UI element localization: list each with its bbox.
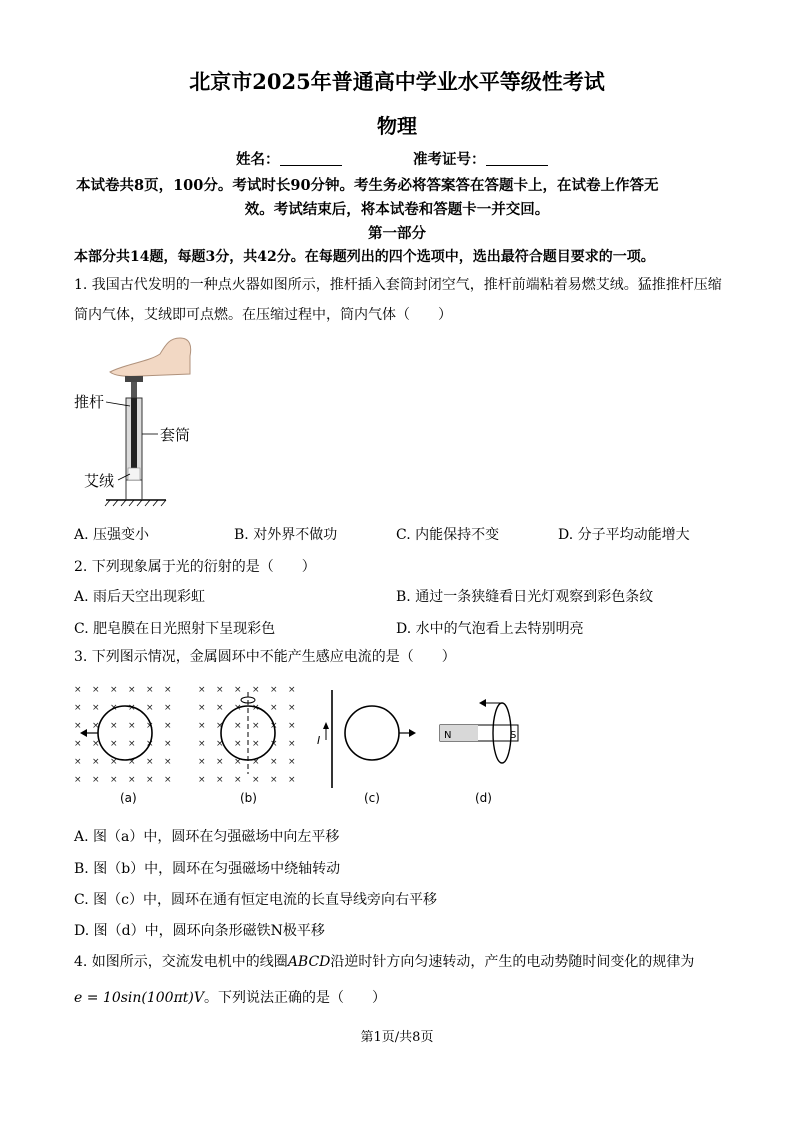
field-cross-icon: × [74,703,82,713]
field-cross-icon: × [92,685,100,695]
field-cross-icon: × [270,703,278,713]
field-cross-icon: × [288,721,296,731]
field-cross-icon: × [164,703,172,713]
field-cross-icon: × [110,757,118,767]
field-cross-icon: × [288,757,296,767]
field-cross-icon: × [128,757,136,767]
ground-hatch [105,500,166,506]
field-cross-icon: × [234,739,242,749]
q1-option-d: D. 分子平均动能增大 [558,527,690,543]
field-cross-icon: × [234,685,242,695]
q3-option-d: D. 图（d）中，圆环向条形磁铁N极平移 [74,923,325,939]
q3-figures [70,680,540,812]
current-arrowhead-icon [323,722,329,729]
sleeve-label: 套筒 [160,426,191,444]
field-cross-icon: × [110,721,118,731]
field-cross-icon: × [252,721,260,731]
field-cross-icon: × [288,685,296,695]
exam-title: 北京市2025年普通高中学业水平等级性考试 [189,69,605,94]
field-cross-icon: × [164,721,172,731]
field-cross-icon: × [216,721,224,731]
current-label: I [317,734,321,747]
field-cross-icon: × [234,775,242,785]
field-cross-icon: × [128,775,136,785]
field-cross-icon: × [146,739,154,749]
field-cross-icon: × [270,775,278,785]
id-label: 准考证号： [413,151,486,168]
field-cross-icon: × [74,721,82,731]
field-cross-icon: × [216,739,224,749]
field-cross-icon: × [216,757,224,767]
tinder-label: 艾绒 [84,472,115,490]
field-cross-icon: × [252,775,260,785]
field-cross-icon: × [146,775,154,785]
field-cross-icon: × [198,757,206,767]
field-cross-icon: × [110,703,118,713]
field-cross-icon: × [128,721,136,731]
figure-d [440,699,518,805]
n-pole-label: N [444,730,452,741]
q2-option-a: A. 雨后天空出现彩虹 [74,589,206,605]
field-cross-icon: × [110,739,118,749]
q3-stem: 3. 下列图示情况，金属圆环中不能产生感应电流的是（ ） [74,649,456,665]
q4-formula: e = 10sin(100πt)V [74,990,204,1006]
field-cross-icon: × [252,703,260,713]
field-cross-icon: × [92,757,100,767]
label-d: (d) [475,791,492,805]
q1-option-a: A. 压强变小 [74,527,150,543]
field-cross-icon: × [128,739,136,749]
rod-knob [125,376,143,382]
figure-b [198,685,296,805]
figure-c [317,690,416,805]
field-cross-icon: × [164,775,172,785]
rod-label: 推杆 [74,393,105,411]
arrowhead-left-icon-d [479,699,486,707]
field-cross-icon: × [110,685,118,695]
field-cross-icon: × [146,703,154,713]
field-cross-icon: × [216,703,224,713]
name-label: 姓名： [236,151,280,168]
field-cross-icon: × [74,757,82,767]
figure-a [74,685,172,805]
field-cross-icon: × [128,703,136,713]
q3-option-a: A. 图（a）中，圆环在匀强磁场中向左平移 [74,829,340,845]
q1-stem-line1: 1. 我国古代发明的一种点火器如图所示，推杆插入套筒封闭空气，推杆前端粘着易燃艾绒。猛推推杆压缩 [74,277,722,293]
q4-stem-line1 [74,951,694,971]
part-description: 本部分共14题，每题3分，共42分。在每题列出的四个选项中，选出最符合题目要求的一项。 [74,249,655,265]
id-blank [486,151,548,166]
field-cross-icon: × [110,775,118,785]
part-title: 第一部分 [368,225,426,242]
field-cross-icon: × [288,703,296,713]
field-cross-icon: × [128,685,136,695]
rod [131,398,137,468]
field-cross-icon: × [234,703,242,713]
field-cross-icon: × [234,757,242,767]
field-cross-icon: × [288,775,296,785]
name-blank [280,151,342,166]
subject-title: 物理 [377,114,417,138]
field-cross-icon: × [146,757,154,767]
q2-option-d: D. 水中的气泡看上去特别明亮 [396,621,584,637]
field-cross-icon: × [270,757,278,767]
field-cross-icon: × [164,739,172,749]
id-field [413,148,548,169]
field-cross-icon: × [198,775,206,785]
q2-option-c: C. 肥皂膜在日光照射下呈现彩色 [74,621,276,637]
field-cross-icon: × [252,685,260,695]
field-cross-icon: × [216,685,224,695]
q3-option-c: C. 图（c）中，圆环在通有恒定电流的长直导线旁向右平移 [74,892,437,908]
label-c: (c) [364,791,380,805]
field-cross-icon: × [198,685,206,695]
q1-option-c: C. 内能保持不变 [396,527,500,543]
q1-option-b: B. 对外界不做功 [234,527,338,543]
q4-post: 沿逆时针方向匀速转动，产生的电动势随时间变化的规律为 [330,954,695,970]
field-cross-icon: × [92,703,100,713]
s-pole-label: S [510,730,517,741]
ring-c [345,706,399,760]
field-cross-icon: × [164,685,172,695]
field-cross-icon: × [234,721,242,731]
field-cross-icon: × [164,757,172,767]
q1-stem-line2: 筒内气体，艾绒即可点燃。在压缩过程中，筒内气体（ ） [74,307,452,323]
field-cross-icon: × [74,685,82,695]
label-b: (b) [240,791,257,805]
field-cross-icon: × [270,685,278,695]
instructions-line1: 本试卷共8页，100分。考试时长90分钟。考生务必将答案答在答题卡上，在试卷上作答无 [76,177,659,194]
field-cross-icon: × [92,775,100,785]
q4-line2-post: 。下列说法正确的是（ ） [204,990,386,1006]
field-cross-icon: × [92,739,100,749]
name-field [236,148,342,169]
instructions-line2: 效。考试结束后，将本试卷和答题卡一并交回。 [244,201,550,218]
field-cross-icon: × [198,739,206,749]
q4-pre: 4. 如图所示，交流发电机中的线圈 [74,954,288,970]
field-cross-icon: × [146,685,154,695]
q1-figure-igniter [70,334,210,514]
field-cross-icon: × [252,739,260,749]
field-cross-icon: × [288,739,296,749]
field-cross-icon: × [92,721,100,731]
field-cross-icon: × [216,775,224,785]
q4-coil-var: ABCD [287,954,331,970]
label-a: (a) [120,791,137,805]
field-cross-icon: × [74,739,82,749]
q2-option-b: B. 通过一条狭缝看日光灯观察到彩色条纹 [396,589,654,605]
field-cross-icon: × [270,739,278,749]
page-number: 第1页/共8页 [360,1030,434,1045]
field-cross-icon: × [146,721,154,731]
hand-icon [110,338,191,376]
q2-stem: 2. 下列现象属于光的衍射的是（ ） [74,559,316,575]
field-cross-icon: × [252,757,260,767]
field-cross-icon: × [74,775,82,785]
q3-option-b: B. 图（b）中，圆环在匀强磁场中绕轴转动 [74,861,341,877]
field-cross-icon: × [270,721,278,731]
q4-stem-line2 [74,987,386,1007]
field-cross-icon: × [198,703,206,713]
arrowhead-right-icon [409,729,416,737]
ring-a [98,706,152,760]
field-cross-icon: × [198,721,206,731]
